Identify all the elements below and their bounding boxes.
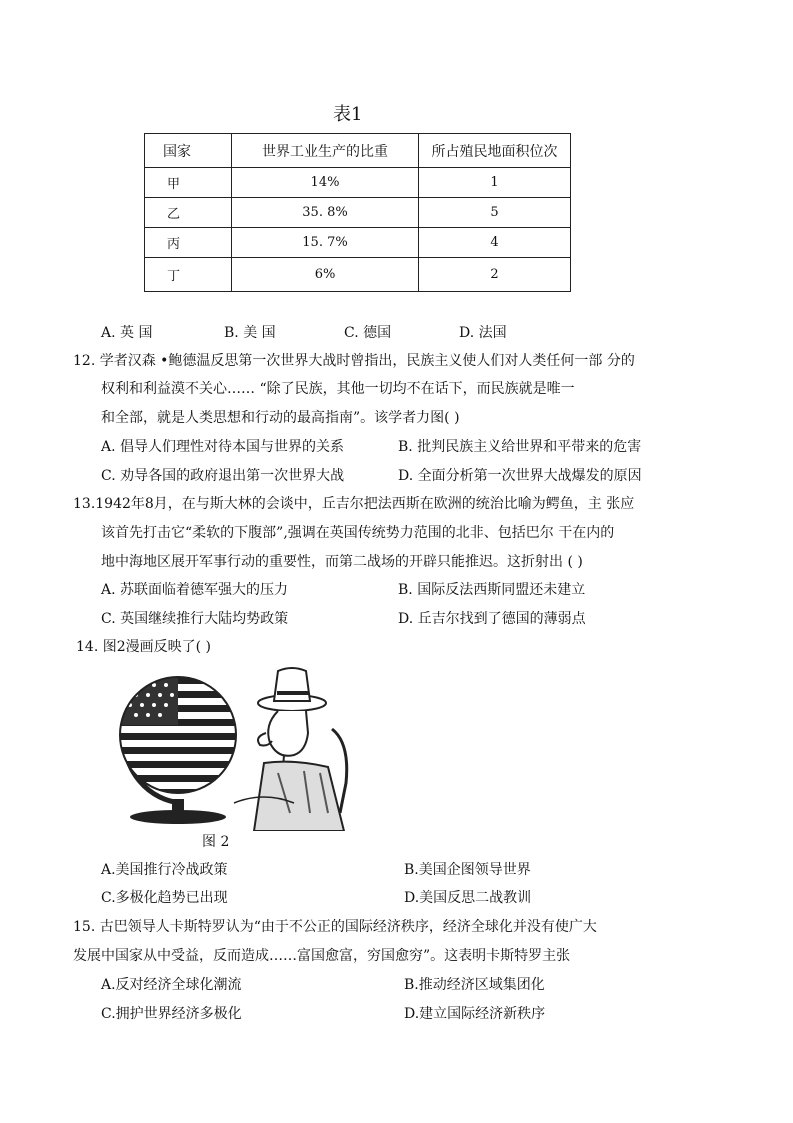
q14-option-d: D.美国反思二战教训 [404, 890, 532, 906]
q12-stem-line2: 权利和利益漠不关心…… “除了民族，其他一切均不在话下，而民族就是唯一 [101, 381, 575, 397]
q11-option-c: C. 德国 [344, 325, 392, 341]
q14-option-c: C.多极化趋势已出现 [101, 890, 228, 906]
globe-stand-base [130, 810, 226, 824]
q12-stem-line1: 12. 学者汉森 •鲍德温反思第一次世界大战时曾指出，民族主义使人们对人类任何一部 分的 [73, 353, 635, 369]
table-header-row [145, 134, 571, 168]
table-row [145, 228, 571, 258]
table-cell: 14% [232, 168, 419, 198]
table-cell: 5 [419, 198, 571, 228]
table-cell: 丙 [145, 228, 232, 258]
uncle-sam-figure [234, 668, 347, 831]
q14-stem: 14. 图2漫画反映了( ) [76, 639, 211, 655]
q14-option-a: A.美国推行冷战政策 [101, 862, 228, 878]
table-header-cell: 国家 [145, 134, 232, 168]
q13-stem-line3: 地中海地区展开军事行动的重要性，而第二战场的开辟只能推迟。这折射出 ( ) [101, 554, 583, 570]
table-header-cell: 世界工业生产的比重 [232, 134, 419, 168]
q15-option-b: B.推动经济区域集团化 [404, 977, 545, 993]
q15-option-a: A.反对经济全球化潮流 [101, 977, 242, 993]
q12-option-a: A. 倡导人们理性对待本国与世界的关系 [101, 439, 345, 455]
table-cell: 1 [419, 168, 571, 198]
table-caption: 表1 [333, 104, 363, 125]
q12-option-b: B. 批判民族主义给世界和平带来的危害 [398, 439, 642, 455]
table-cell: 6% [232, 258, 419, 292]
table-cell: 乙 [145, 198, 232, 228]
table-cell: 丁 [145, 258, 232, 292]
figure-caption: 图 2 [202, 834, 230, 850]
table-cell: 2 [419, 258, 571, 292]
q11-option-d: D. 法国 [459, 325, 507, 341]
q14-option-b: B.美国企图领导世界 [404, 862, 531, 878]
data-table [144, 133, 571, 292]
q13-option-c: C. 英国继续推行大陆均势政策 [101, 611, 289, 627]
table-cell: 35. 8% [232, 198, 419, 228]
q15-option-c: C.拥护世界经济多极化 [101, 1006, 242, 1022]
table-row [145, 168, 571, 198]
table-header-cell: 所占殖民地面积位次 [419, 134, 571, 168]
table-row [145, 198, 571, 228]
table-cell: 甲 [145, 168, 232, 198]
q13-stem-line1: 13.1942年8月，在与斯大林的会谈中，丘吉尔把法西斯在欧洲的统治比喻为鳄鱼，主 张应 [73, 496, 635, 512]
q13-option-b: B. 国际反法西斯同盟还未建立 [398, 582, 586, 598]
table-cell: 15. 7% [232, 228, 419, 258]
cartoon-figure [114, 663, 354, 831]
q11-option-b: B. 美 国 [224, 325, 276, 341]
table-row [145, 258, 571, 292]
q12-option-c: C. 劝导各国的政府退出第一次世界大战 [101, 468, 345, 484]
table-cell: 4 [419, 228, 571, 258]
q11-option-a: A. 英 国 [101, 325, 153, 341]
q15-stem-line2: 发展中国家从中受益，反而造成……富国愈富，穷国愈穷”。这表明卡斯特罗主张 [73, 948, 571, 964]
q12-stem-line3: 和全部，就是人类思想和行动的最高指南”。该学者力图( ) [101, 410, 460, 426]
globe-flag [114, 673, 244, 803]
q13-stem-line2: 该首先打击它“柔软的下腹部”,强调在英国传统势力范围的北非、包括巴尔 干在内的 [101, 525, 615, 541]
q15-stem-line1: 15. 古巴领导人卡斯特罗认为“由于不公正的国际经济秩序，经济全球化并没有使广大 [73, 919, 597, 935]
q12-option-d: D. 全面分析第一次世界大战爆发的原因 [398, 468, 642, 484]
q13-option-d: D. 丘吉尔找到了德国的薄弱点 [398, 611, 586, 627]
q15-option-d: D.建立国际经济新秩序 [404, 1006, 546, 1022]
q13-option-a: A. 苏联面临着德军强大的压力 [101, 582, 289, 598]
